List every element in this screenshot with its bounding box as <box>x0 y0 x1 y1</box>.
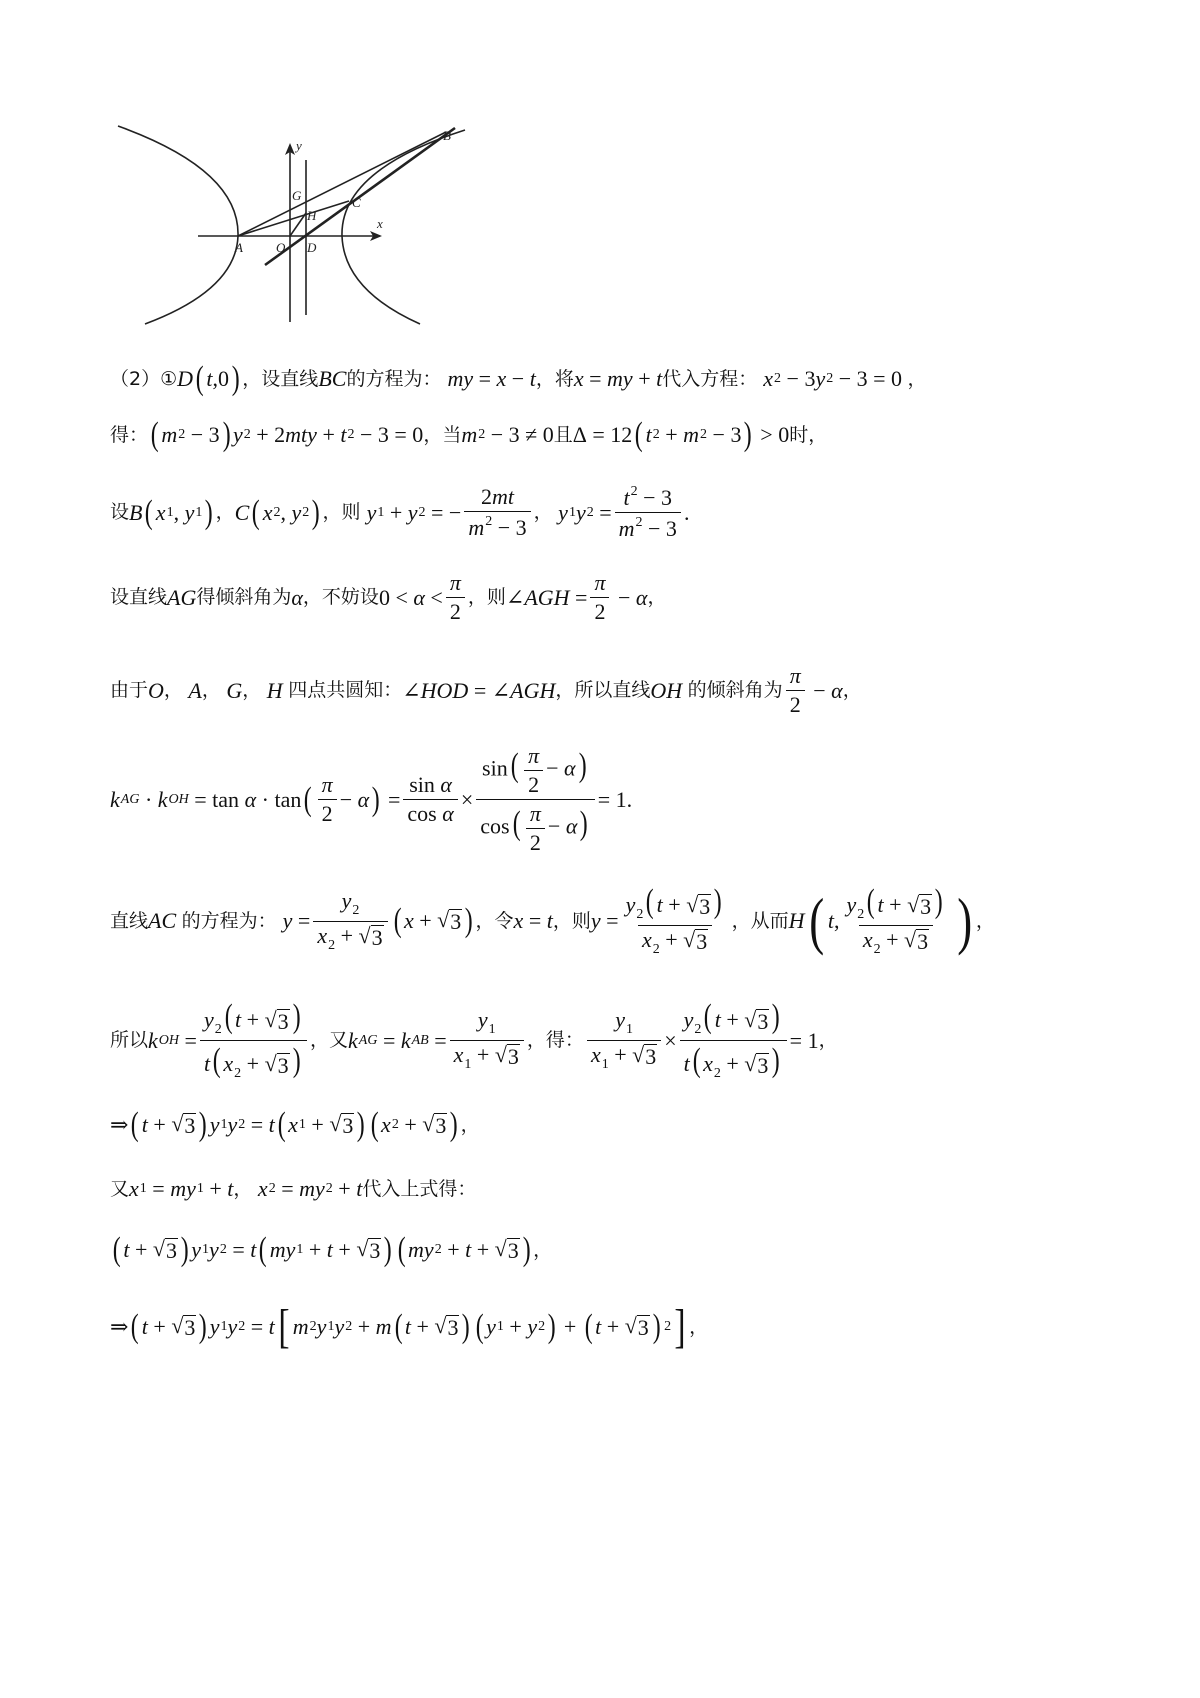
solution-line-1: （2）① D ( t ,0 ) ，设直线 BC 的方程为： my = x − t ，将 x = my + t 代入方程： x 2 − 3 y 2 − 3 = 0 ， <box>110 360 927 397</box>
hyperbola-right-branch <box>342 130 465 324</box>
label-D: D <box>307 240 317 255</box>
solution-line-11: ( t + √ 3 ) y 1 y 2 = t ( my 1 + t + √ 3 ) ( my 2 + t + √ 3 ) ， <box>112 1231 553 1268</box>
line-AB <box>238 132 446 236</box>
label-y: y <box>296 138 302 153</box>
label-G: G <box>292 188 302 203</box>
label-O: O <box>276 240 286 255</box>
label-C: C <box>352 195 361 210</box>
solution-line-5: 由于 O ， A ， G ， H 四点共圆知： ∠ HOD = ∠ AGH ，所以直线 OH 的倾斜角为 $\frac{\pi}{2}$ − α ， <box>110 663 862 717</box>
hyperbola-left-branch <box>118 126 238 324</box>
solution-line-7: 直线 AC 的方程为： y = $y_2$ $x_2$ + √ 3 ( x + √ 3 ) ，令 x = t ，则 y = $y_2$( t + √ 3 ) $x_2$ + √ 3 ，从而 H ( t , $y_2$( t + √ 3 ) $x_2$ + √ 3 ) ， <box>110 883 995 957</box>
hyperbola-figure <box>110 110 490 335</box>
solution-line-12: ⇒ ( t + √ 3 ) y 1 y 2 = t [ m 2 y 1 y 2 + m ( t + √ 3 ) ( y 1 + y 2 ) + ( t + √ 3 ) 2 ] ， <box>110 1300 709 1353</box>
solution-line-8: 所以 k OH = $y_2$( t + √ 3 ) t( $x_2$ + √ 3 ) ，又 k AG = k AB = $y_1$ $x_1$ + √ 3 ，得： $y_1$ $x_1$ + √ 3 × $y_2$( t + √ 3 ) t( $x_2$ + √ 3 ) = 1 ， <box>110 998 838 1081</box>
solution-line-9: ⇒ ( t + √ 3 ) y 1 y 2 = t ( x 1 + √ 3 ) ( x 2 + √ 3 ) ， <box>110 1106 480 1143</box>
label-H: H <box>307 208 317 223</box>
solution-line-3: 设 B ( x 1 , y 1 ) ， C ( x 2 , y 2 ) ，则 y 1 + y 2 = − $\frac{2mt}{m^2 - 3}$ ， y 1 y 2 = $\frac{t^2 - 3}{m^2 - 3}$ . <box>110 484 690 541</box>
part-label: （2）① <box>110 367 178 390</box>
solution-line-6: k AG · k OH = tan α · tan ( $\frac{\pi}{2}$ − α ) = $\frac{\text{sin α}}{\text{cos α}}$ × sin( $\frac{\pi}{2}$ − α) cos( $\frac{\pi}{2}$ − α) = 1. <box>110 743 633 855</box>
label-x: x <box>377 216 383 231</box>
solution-line-4: 设直线 AG 得倾斜角为 α ，不妨设 0 < α < $\frac{\pi}{2}$ ，则 ∠ AGH = $\frac{\pi}{2}$ − α ， <box>110 570 667 624</box>
solution-line-10: 又 x 1 = my 1 + t ， x 2 = my 2 + t 代入上式得： <box>110 1176 477 1201</box>
label-B: B <box>443 128 451 143</box>
solution-line-2: 得： ( m 2 − 3 ) y 2 + 2 mty + t 2 − 3 = 0 ，当 m 2 − 3 ≠ 0 且 Δ = 12 ( t 2 + m 2 − 3 ) > 0 时， <box>110 416 828 453</box>
label-A: A <box>235 240 243 255</box>
